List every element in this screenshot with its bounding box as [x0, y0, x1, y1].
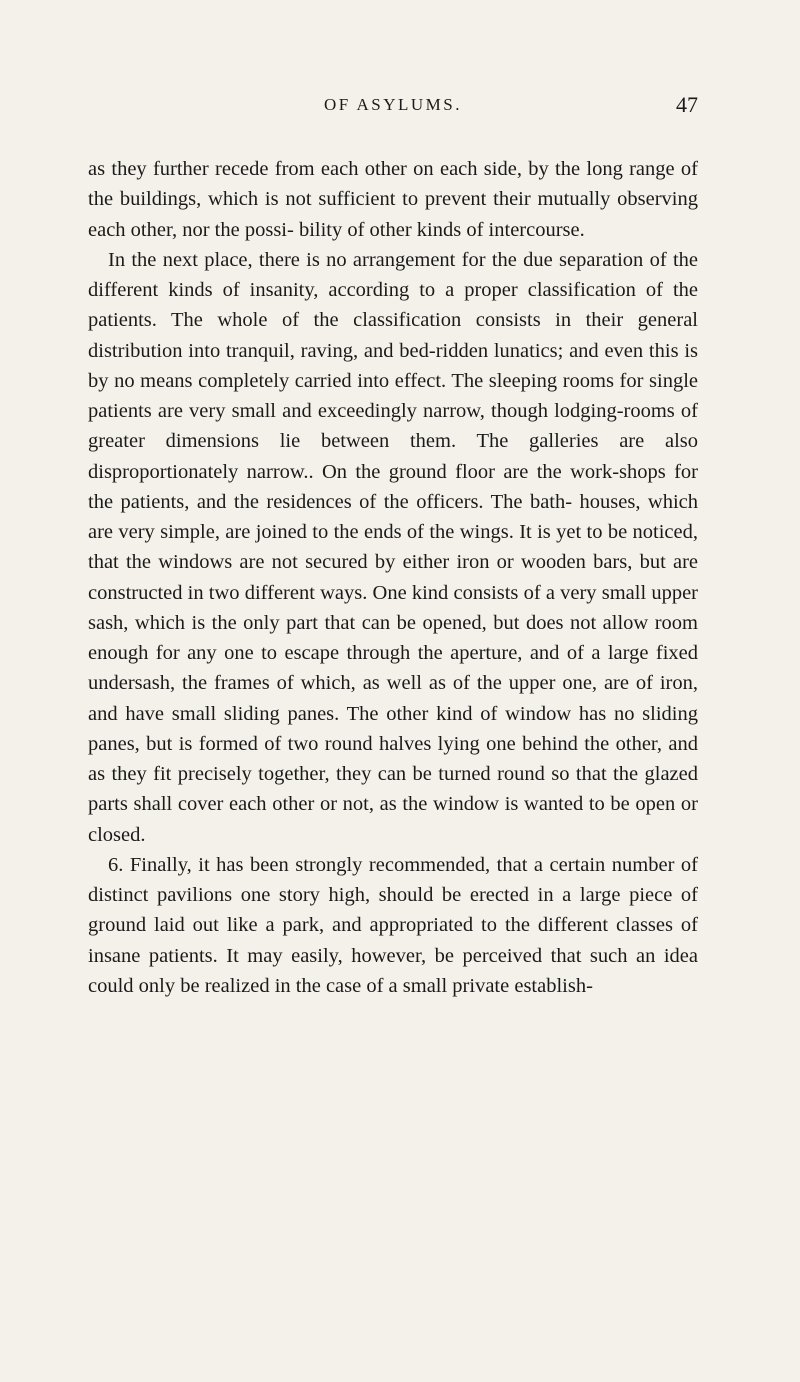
paragraph-classification: In the next place, there is no arrangement for the due separation of the different kinds of insanity, according to a proper classification of the patients. The whole of the classification consists in their general distribution into tranquil, raving, and bed-ridden lunatics; and even this is by no means completely carried into effect. The sleeping rooms for single patients are very small and exceedingly narrow, though lodging-rooms of greater dimensions lie between them. The galleries are also disproportionately narrow.. On the ground floor are the work-shops for the patients, and the residences of the officers. The bath- houses, which are very simple, are joined to the ends of the wings. It is yet to be noticed, that the windows are not secured by either iron or wooden bars, but are constructed in two different ways. One kind consists of a very small upper sash, which is the only part that can be opened, but does not allow room enough for any one to escape through the aperture, and of a large fixed undersash, the frames of which, as well as of the upper one, are of iron, and have small sliding panes. The other kind of window has no sliding panes, but is formed of two round halves lying one behind the other, and as they fit precisely together, they can be turned round so that the glazed parts shall cover each other or not, as the window is wanted to be open or closed.	[88, 248, 698, 846]
page-number: 47	[676, 92, 698, 117]
paragraph-continuation: as they further recede from each other on each side, by the long range of the buildings, which is not sufficient to prevent their mutually observing each other, nor the possi- bility of other kinds of intercourse.	[88, 158, 698, 241]
body-text	[88, 154, 698, 1001]
paragraph-pavilions: 6. Finally, it has been strongly recommended, that a certain number of distinct pavilions one story high, should be erected in a large piece of ground laid out like a park, and appropriated to the different classes of insane patients. It may easily, however, be perceived that such an idea could only be realized in the case of a small private establish-	[88, 853, 698, 997]
running-title: OF ASYLUMS.	[323, 95, 463, 114]
running-head	[88, 90, 698, 120]
